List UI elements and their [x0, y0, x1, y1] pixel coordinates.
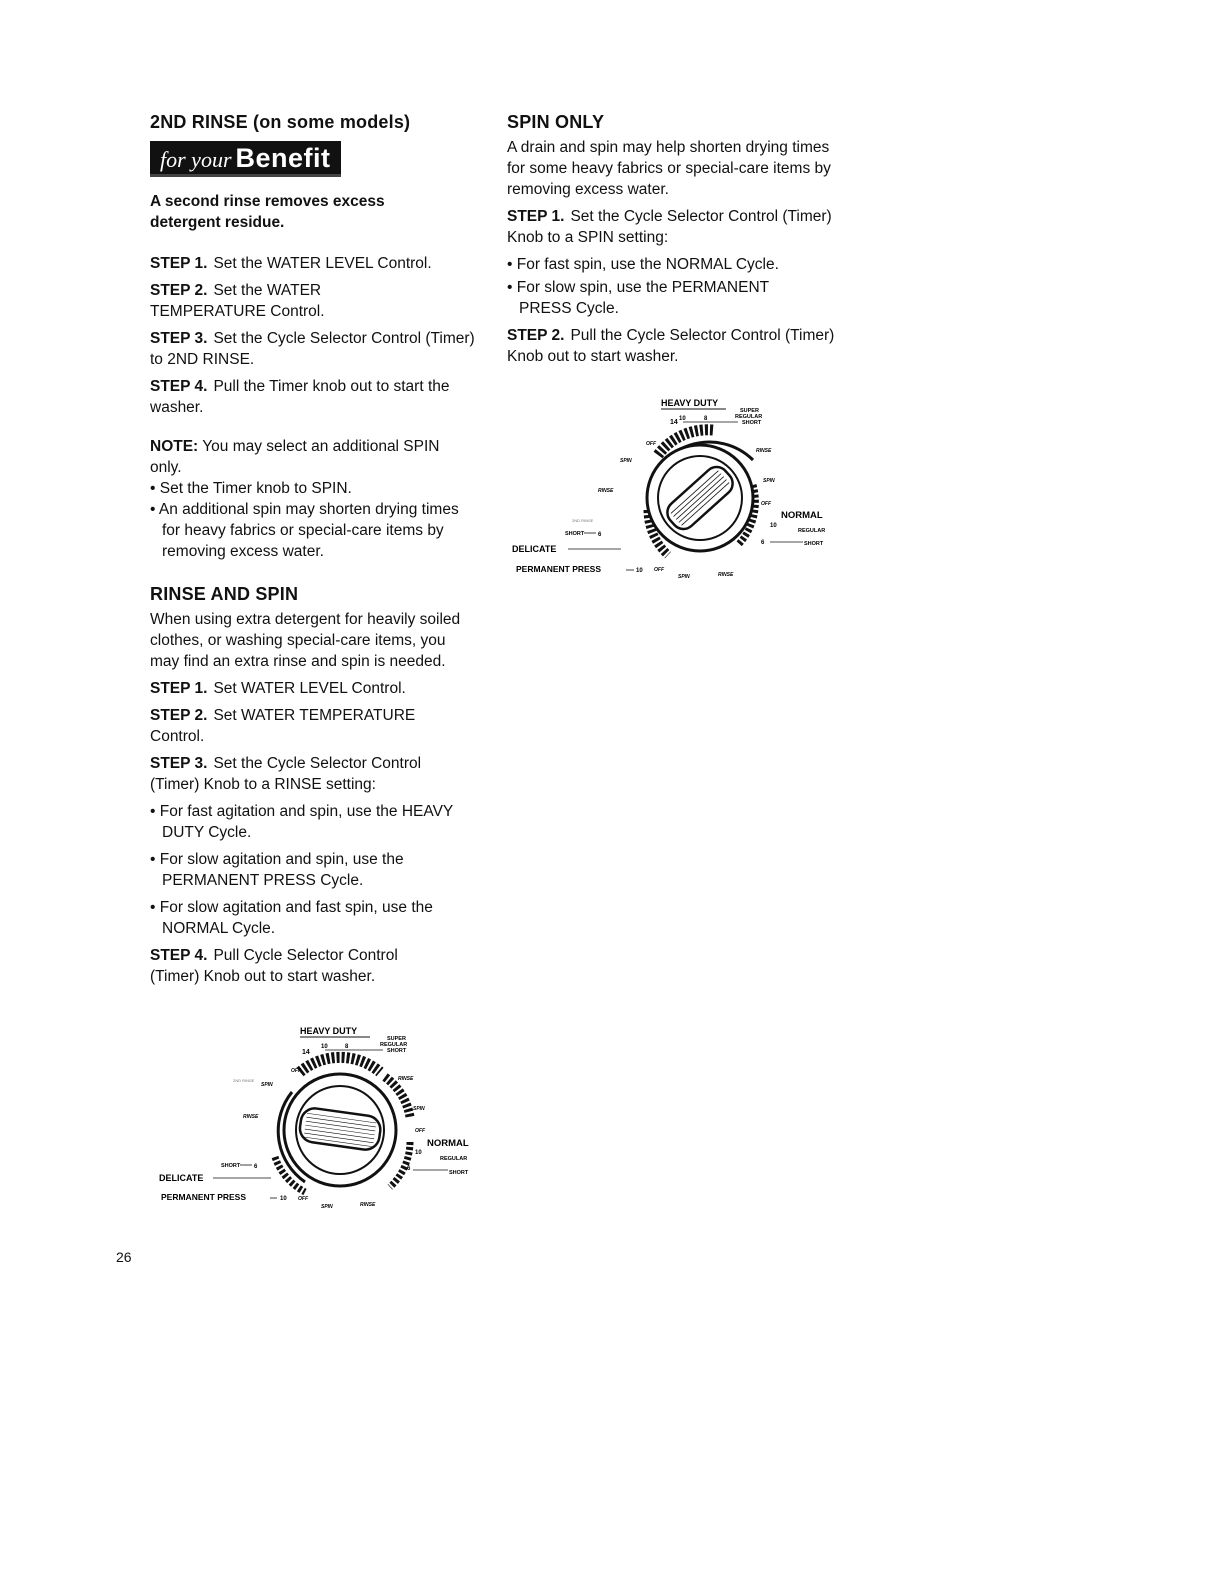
rinse-spin-bullet: • For fast agitation and spin, use the HEAVY DUTY Cycle. — [150, 803, 453, 841]
dial-label-rinse: RINSE — [243, 1114, 259, 1120]
dial-label-permanent-press: PERMANENT PRESS — [516, 564, 602, 574]
dial-label-short: SHORT — [387, 1048, 407, 1054]
dial-label-2nd-rinse: 2ND RINSE — [572, 518, 594, 523]
dial-label-heavy-duty: HEAVY DUTY — [300, 1026, 358, 1036]
spin-only-bullet: • For slow spin, use the PERMANENT PRESS Cycle. — [507, 279, 769, 317]
dial-label-delicate: DELICATE — [159, 1173, 204, 1183]
dial-number: 8 — [704, 416, 708, 422]
dial-number: 6 — [254, 1164, 258, 1170]
cycle-dial-svg — [155, 1022, 485, 1217]
spin-only-bullet: • For fast spin, use the NORMAL Cycle. — [507, 256, 779, 273]
dial-label-regular: REGULAR — [798, 528, 826, 534]
dial-label-short: SHORT — [804, 541, 824, 547]
dial-number: 10 — [280, 1196, 287, 1202]
dial-number: 6 — [598, 532, 602, 538]
note-bullet: • Set the Timer knob to SPIN. — [150, 480, 352, 497]
dial-label-short: SHORT — [565, 531, 585, 537]
second-rinse-step-1: STEP 1. Set the WATER LEVEL Control. — [150, 255, 432, 272]
dial-number: 10 — [770, 523, 777, 529]
dial-label-spin: SPIN — [321, 1204, 333, 1210]
spin-only-step-1: STEP 1. Set the Cycle Selector Control (Timer) Knob to a SPIN setting: — [507, 208, 832, 246]
dial-number: 14 — [670, 419, 678, 426]
rinse-spin-step-2: STEP 2. Set WATER TEMPERATURE Control. — [150, 707, 416, 745]
dial-label-normal: NORMAL — [427, 1138, 469, 1149]
dial-number: 10 — [636, 568, 643, 574]
second-rinse-step-3: STEP 3. Set the Cycle Selector Control (Timer) to 2ND RINSE. — [150, 330, 475, 368]
page-number: 26 — [116, 1249, 132, 1265]
dial-label-2nd-rinse: 2ND RINSE — [233, 1078, 255, 1083]
dial-number: 8 — [345, 1044, 349, 1050]
cycle-dial-diagram-rinse — [155, 1022, 485, 1222]
second-rinse-lead: A second rinse removes excess detergent residue. — [150, 193, 385, 231]
dial-number: 10 — [415, 1150, 422, 1156]
dial-label-spin: SPIN — [763, 478, 775, 484]
dial-label-normal: NORMAL — [781, 510, 823, 521]
dial-label-spin: SPIN — [678, 574, 690, 580]
dial-label-heavy-duty: HEAVY DUTY — [661, 398, 719, 408]
for-your-benefit-badge — [150, 141, 341, 177]
spin-only-heading: SPIN ONLY — [507, 112, 605, 132]
dial-label-short: SHORT — [221, 1163, 241, 1169]
cycle-dial-svg — [508, 390, 838, 585]
rinse-spin-step-4: STEP 4. Pull Cycle Selector Control (Timer) Knob out to start washer. — [150, 947, 398, 985]
second-rinse-note — [150, 436, 470, 562]
dial-label-super: SUPER — [740, 408, 759, 414]
dial-label-delicate: DELICATE — [512, 544, 557, 554]
spin-only-step-2: STEP 2. Pull the Cycle Selector Control (Timer) Knob out to start washer. — [507, 327, 835, 365]
note-bullet: • An additional spin may shorten drying times for heavy fabrics or special-care items by removing excess water. — [150, 501, 459, 560]
dial-number: 10 — [679, 416, 686, 422]
dial-label-off: OFF — [298, 1196, 308, 1202]
dial-label-regular: REGULAR — [735, 414, 763, 420]
second-rinse-step-4: STEP 4. Pull the Timer knob out to start the washer. — [150, 378, 450, 416]
dial-label-spin: SPIN — [620, 458, 632, 464]
second-rinse-heading: 2ND RINSE (on some models) — [150, 112, 411, 132]
right-column — [507, 112, 847, 373]
dial-label-rinse: RINSE — [756, 448, 772, 454]
dial-label-rinse: RINSE — [598, 488, 614, 494]
note-text: NOTE: You may select an additional SPIN only. — [150, 438, 440, 476]
dial-label-rinse: RINSE — [398, 1076, 414, 1082]
dial-number: 10 — [321, 1044, 328, 1050]
rinse-spin-step-1: STEP 1. Set WATER LEVEL Control. — [150, 680, 406, 697]
rinse-spin-bullet: • For slow agitation and fast spin, use the NORMAL Cycle. — [150, 899, 433, 937]
badge-small-text: for your — [160, 147, 232, 172]
rinse-and-spin-intro: When using extra detergent for heavily soiled clothes, or washing special-care items, you may find an extra rinse and spin is needed. — [150, 611, 461, 670]
spin-only-intro: A drain and spin may help shorten drying times for some heavy fabrics or special-care items by removing excess water. — [507, 139, 831, 198]
dial-label-rinse: RINSE — [718, 572, 734, 578]
cycle-dial-diagram-spin — [508, 390, 838, 590]
second-rinse-step-2: STEP 2. Set the WATER TEMPERATURE Control. — [150, 282, 325, 320]
dial-label-regular: REGULAR — [440, 1156, 468, 1162]
dial-label-spin: SPIN — [413, 1106, 425, 1112]
dial-label-permanent-press: PERMANENT PRESS — [161, 1192, 247, 1202]
rinse-and-spin-heading: RINSE AND SPIN — [150, 584, 299, 604]
dial-label-off: OFF — [415, 1128, 425, 1134]
second-rinse-steps — [150, 253, 490, 418]
dial-label-super: SUPER — [387, 1036, 406, 1042]
dial-label-spin: SPIN — [261, 1082, 273, 1088]
dial-label-rinse: RINSE — [360, 1202, 376, 1208]
dial-label-off: OFF — [761, 501, 771, 507]
badge-big-text: Benefit — [235, 143, 331, 173]
rinse-spin-bullet: • For slow agitation and spin, use the PERMANENT PRESS Cycle. — [150, 851, 404, 889]
dial-number: 6 — [407, 1166, 411, 1172]
dial-number: 14 — [302, 1049, 310, 1056]
dial-label-regular: REGULAR — [380, 1042, 408, 1048]
rinse-spin-step-3: STEP 3. Set the Cycle Selector Control (Timer) Knob to a RINSE setting: — [150, 755, 422, 793]
dial-label-short: SHORT — [449, 1170, 469, 1176]
left-column — [150, 112, 490, 993]
dial-number: 6 — [761, 540, 765, 546]
dial-label-off: OFF — [646, 441, 656, 447]
dial-label-off: OFF — [291, 1068, 301, 1074]
dial-label-off: OFF — [654, 567, 664, 573]
dial-label-short: SHORT — [742, 420, 762, 426]
